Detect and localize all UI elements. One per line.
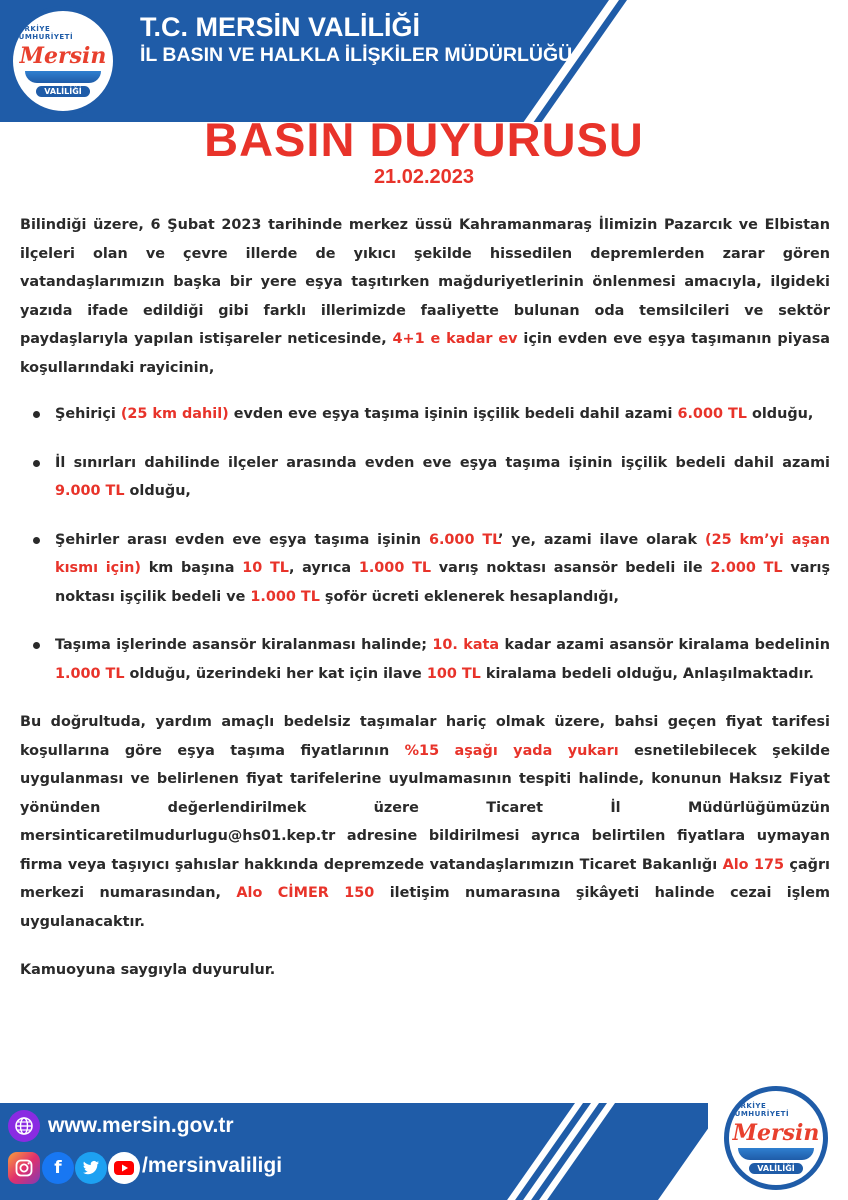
- highlight: (25 km dahil): [120, 406, 229, 422]
- text-segment: iletişim numarasına şikâyeti halinde cezai işlem uygulanacaktır.: [20, 885, 830, 930]
- social-handle[interactable]: /mersinvaliligi: [142, 1154, 283, 1177]
- text-segment: olduğu, üzerindeki her kat için ilave: [124, 665, 427, 682]
- text-segment: olduğu,: [746, 406, 814, 422]
- header-subtitle: İL BASIN VE HALKLA İLİŞKİLER MÜDÜRLÜĞÜ: [140, 44, 573, 66]
- highlight: 4+1 e kadar ev: [392, 331, 518, 347]
- highlight: Alo 175: [722, 856, 784, 873]
- text-segment: km başına: [140, 560, 243, 576]
- text-segment: Bu doğrultuda, yardım amaçlı bedelsiz taşımalar hariç olmak üzere, bahsi geçen fiyat tarifesi koşullarına göre eşya taşıma fiyatlarının: [20, 714, 830, 759]
- highlight: (25 km’yi aşan kısmı için): [55, 531, 830, 576]
- youtube-icon[interactable]: [108, 1152, 140, 1184]
- document-body: [20, 211, 830, 985]
- highlight: 100 TL: [426, 665, 481, 682]
- highlight: 1.000 TL: [358, 560, 432, 576]
- highlight: 1.000 TL: [250, 588, 320, 605]
- list-item: [20, 526, 830, 612]
- footer-valilik-logo: [724, 1086, 828, 1190]
- globe-icon[interactable]: [8, 1110, 40, 1142]
- text-segment: çağrı merkezi numarasından,: [20, 856, 830, 901]
- logo-name: Mersin: [732, 1120, 820, 1146]
- closing-line: Kamuoyuna saygıyla duyurulur.: [20, 962, 276, 978]
- text-segment: evden eve eşya taşıma işinin işçilik bedeli dahil azami: [228, 406, 678, 422]
- valilik-logo: [8, 6, 118, 116]
- text-segment: ’ ye, azami ilave olarak: [498, 531, 705, 548]
- text-segment: şoför ücreti eklenerek hesaplandığı,: [319, 588, 619, 605]
- text-segment: Şehiriçi: [55, 406, 121, 422]
- logo-waves-icon: [738, 1148, 814, 1160]
- logo-waves-icon: [25, 71, 101, 83]
- text-segment: Şehirler arası evden eve eşya taşıma işinin: [55, 531, 429, 548]
- footer-stripe: [514, 1103, 606, 1200]
- header-title: T.C. MERSİN VALİLİĞİ: [140, 12, 421, 42]
- highlight: Alo CİMER 150: [236, 885, 375, 901]
- text-segment: esnetilebilecek şekilde uygulanması ve belirlenen fiyat tarifelerine uyulmamasının tespiti halinde, konunun Haksız Fiyat yönünden değerlendirilmek üzere Ticaret İl Müdürlüğümüzün mersinticaretilmudurlugu@hs01.kep.tr adresine bildirilmesi ayrıca belirtilen fiyatlara uymayan firma veya taşıyıcı şahıslar hakkında depremzede vatandaşlarımızın Ticaret Bakanlığı: [20, 742, 830, 873]
- highlight: 2.000 TL: [710, 560, 783, 576]
- facebook-icon[interactable]: f: [42, 1152, 74, 1184]
- logo-arc-text: TÜRKİYE CUMHURİYETİ: [13, 25, 74, 41]
- document-title: BASIN DUYURUSU: [204, 113, 644, 166]
- list-item: [20, 449, 830, 506]
- body-paragraph: [20, 708, 830, 936]
- highlight: 9.000 TL: [55, 483, 125, 499]
- logo-sub-text: VALİLİĞİ: [749, 1163, 803, 1174]
- text-segment: Bilindiği üzere, 6 Şubat 2023 tarihinde merkez üssü Kahramanmaraş İlimizin Pazarcık ve Elbistan ilçeleri olan ve çevre illerde de yıkıcı şekilde hissedilen depremlerden zarar gören vatandaşlarımızın başka bir yere eşya taşıtırken mağduriyetlerinin önlenmesi amacıyla, ilgideki yazıda ifade edildiği gibi farklı illerimizde faaliyette bulunan oda temsilcileri ve sektör paydaşlarıyla yapılan istişareler neticesinde,: [20, 217, 830, 347]
- logo-arc-text: TÜRKİYE CUMHURİYETİ: [729, 1102, 790, 1118]
- highlight: 10. kata: [432, 637, 500, 653]
- list-item: [20, 400, 830, 429]
- text-segment: varış noktası asansör bedeli ile: [431, 560, 711, 576]
- text-segment: İl sınırları dahilinde ilçeler arasında evden eve eşya taşıma işinin işçilik bedeli dahil azami: [55, 454, 830, 471]
- text-segment: için evden eve eşya taşımanın piyasa koşullarındaki rayicinin,: [20, 331, 831, 376]
- instagram-icon[interactable]: [8, 1152, 40, 1184]
- list-item: [20, 631, 830, 688]
- logo-name: Mersin: [19, 43, 107, 69]
- text-segment: varış noktası işçilik bedeli ve: [55, 560, 831, 605]
- highlight: 6.000 TL: [677, 406, 747, 422]
- website-link[interactable]: www.mersin.gov.tr: [48, 1114, 234, 1137]
- text-segment: kadar azami asansör kiralama bedelinin: [499, 637, 830, 653]
- highlight: %15 aşağı yada yukarı: [404, 742, 619, 759]
- highlight: 10 TL: [242, 560, 289, 576]
- text-segment: , ayrıca: [288, 560, 359, 576]
- header-corner: [688, 0, 848, 122]
- highlight: 1.000 TL: [55, 665, 125, 682]
- logo-sub-text: VALİLİĞİ: [36, 86, 90, 97]
- text-segment: Taşıma işlerinde asansör kiralanması halinde;: [55, 637, 433, 653]
- conditions-list: [20, 400, 830, 688]
- document-date: 21.02.2023: [373, 166, 475, 188]
- text-segment: kiralama bedeli olduğu, Anlaşılmaktadır.: [480, 665, 814, 682]
- intro-paragraph: [20, 211, 830, 382]
- twitter-icon[interactable]: [75, 1152, 107, 1184]
- text-segment: olduğu,: [124, 483, 191, 499]
- highlight: 6.000 TL: [428, 531, 499, 548]
